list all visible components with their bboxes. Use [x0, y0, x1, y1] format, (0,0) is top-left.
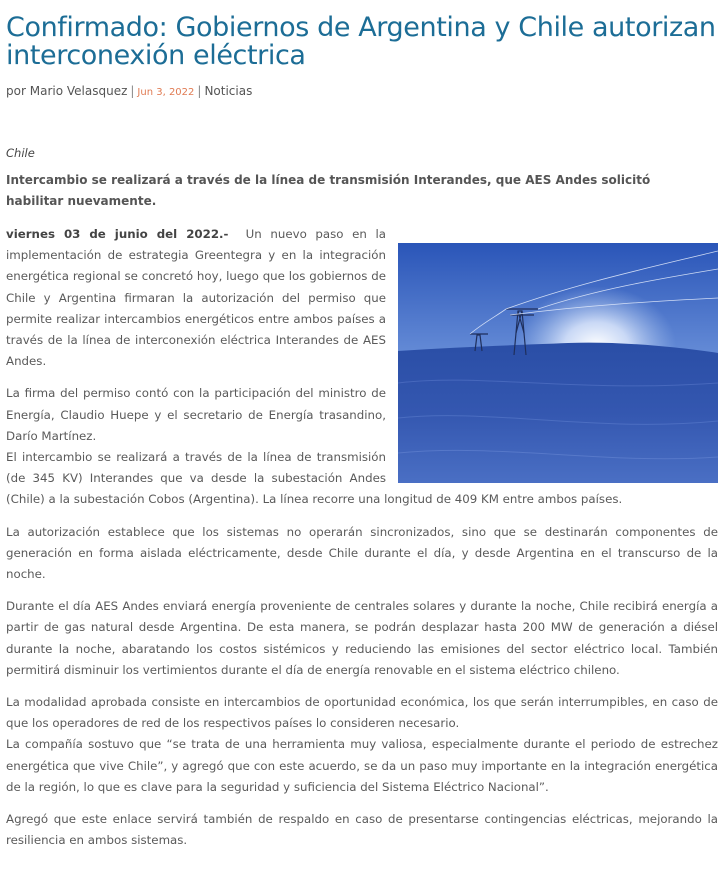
publish-date: Jun 3, 2022	[137, 87, 195, 98]
author-link[interactable]: Mario Velasquez	[29, 84, 128, 98]
country-tag: Chile	[6, 146, 35, 160]
article-title: Confirmado: Gobiernos de Argentina y Chile autorizan interconexión eléctrica	[6, 12, 716, 71]
article-lead: Intercambio se realizará a través de la línea de transmisión Interandes, que AES Andes solicitó habilitar nuevamente.	[6, 173, 651, 208]
article-meta	[6, 82, 252, 102]
paragraph: Durante el día AES Andes enviará energía proveniente de centrales solares y durante la noche, Chile recibirá energía a partir de gas natural desde Argentina. De esta manera, se podrán desplazar hasta 200 MW de generación a diésel durante la noche, abaratando los costos sistémicos y reduciendo las emisiones del sector eléctrico local. También permitirá disminuir los vertimientos durante el día de energía renovable en el sistema eléctrico chileno.	[6, 599, 718, 677]
dateline: viernes 03 de junio del 2022.-	[6, 227, 229, 241]
article-body	[6, 224, 718, 862]
article-photo	[398, 243, 718, 483]
author-prefix: por	[6, 84, 26, 98]
category-link[interactable]: Noticias	[204, 84, 253, 98]
meta-separator: |	[130, 84, 135, 98]
meta-separator: |	[197, 84, 202, 98]
paragraph: El intercambio se realizará a través de la línea de transmisión (de 345 KV) Interandes que va desde la subestación Andes (Chile) a la subestación Cobos (Argentina). La línea recorre una longitud de 409 KM entre ambos países.	[6, 450, 623, 507]
paragraph: La compañía sostuvo que “se trata de una herramienta muy valiosa, especialmente durante el periodo de estrechez energética que vive Chile”, y agregó que con este acuerdo, se da un paso muy importante en la integración energética de la región, lo que es clave para la seguridad y suficiencia del Sistema Eléctrico Nacional”.	[6, 737, 718, 794]
paragraph: La firma del permiso contó con la participación del ministro de Energía, Claudio Huepe y el secretario de Energía trasandino, Darío Martínez.	[6, 386, 386, 443]
paragraph: La autorización establece que los sistemas no operarán sincronizados, sino que se destinarán componentes de generación en forma aislada eléctricamente, desde Chile durante el día, y desde Argentina en el transcurso de la noche.	[6, 524, 718, 582]
paragraph: Un nuevo paso en la implementación de estrategia Greentegra y en la integración energética regional se concretó hoy, luego que los gobiernos de Chile y Argentina firmaran la autorización del permiso que permite realizar intercambios energéticos entre ambos países a través de la línea de interconexión eléctrica Interandes de AES Andes.	[6, 227, 387, 369]
paragraph: La modalidad aprobada consiste en intercambios de oportunidad económica, los que serán interrumpibles, en caso de que los operadores de red de los respectivos países lo consideren necesario.	[6, 695, 718, 731]
paragraph: Agregó que este enlace servirá también de respaldo en caso de presentarse contingencias eléctricas, mejorando la resiliencia en ambos sistemas.	[6, 812, 718, 848]
